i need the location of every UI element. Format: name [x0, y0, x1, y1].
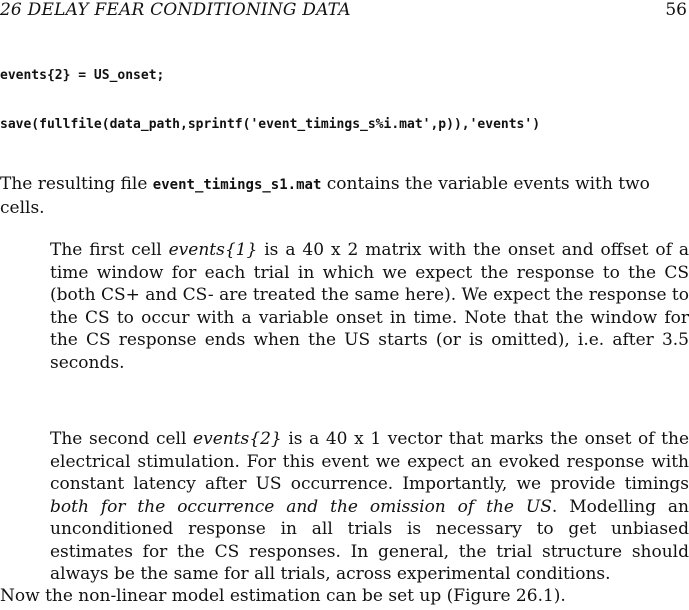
- code-line-events: events{2} = US_onset;: [0, 68, 165, 83]
- page-number: 56: [665, 0, 687, 20]
- first-cell-paragraph: [50, 239, 689, 374]
- chapter-number: 26: [0, 0, 22, 20]
- second-cell-paragraph: [50, 428, 689, 586]
- second-cell-text-1: The second cell: [50, 429, 194, 449]
- second-cell-text-2: is a 40 x 1 vector that marks the onset of the electrical stimulation. For this event we expect an evoked response with constant latency after US occurrence. Importantly, we provide timings: [50, 429, 689, 494]
- intro-filename: event_timings_s1.mat: [152, 177, 322, 193]
- second-cell-emphasis: both for the occurrence and the omission of the US: [50, 496, 552, 517]
- running-header: [0, 0, 689, 22]
- intro-paragraph: [0, 173, 662, 219]
- closing-paragraph: Now the non-linear model estimation can be set up (Figure 26.1).: [0, 586, 566, 606]
- intro-text-after: contains the variable events with two cells.: [0, 174, 650, 218]
- code-line-save: save(fullfile(data_path,sprintf('event_timings_s%i.mat',p)),'events'): [0, 117, 541, 132]
- second-cell-text-3: . Modelling an unconditioned response in all trials is necessary to get unbiased estimates for the CS responses. In general, the trial structure should always be the same for all trials, across experimental conditions.: [50, 496, 689, 584]
- first-cell-variable: events{1}: [168, 240, 258, 260]
- intro-text-before: The resulting file: [0, 174, 153, 194]
- second-cell-variable: events{2}: [193, 429, 282, 449]
- first-cell-text-1: The first cell: [50, 240, 169, 260]
- chapter-title: DELAY FEAR CONDITIONING DATA: [27, 0, 351, 20]
- first-cell-text-2: is a 40 x 2 matrix with the onset and offset of a time window for each trial in which we expect the response to the CS (both CS+ and CS- are treated the same here). We expect the response to the CS to occur with a variable onset in time. Note that the window for the CS response ends when the US starts (or is omitted), i.e. after 3.5 seconds.: [50, 240, 689, 373]
